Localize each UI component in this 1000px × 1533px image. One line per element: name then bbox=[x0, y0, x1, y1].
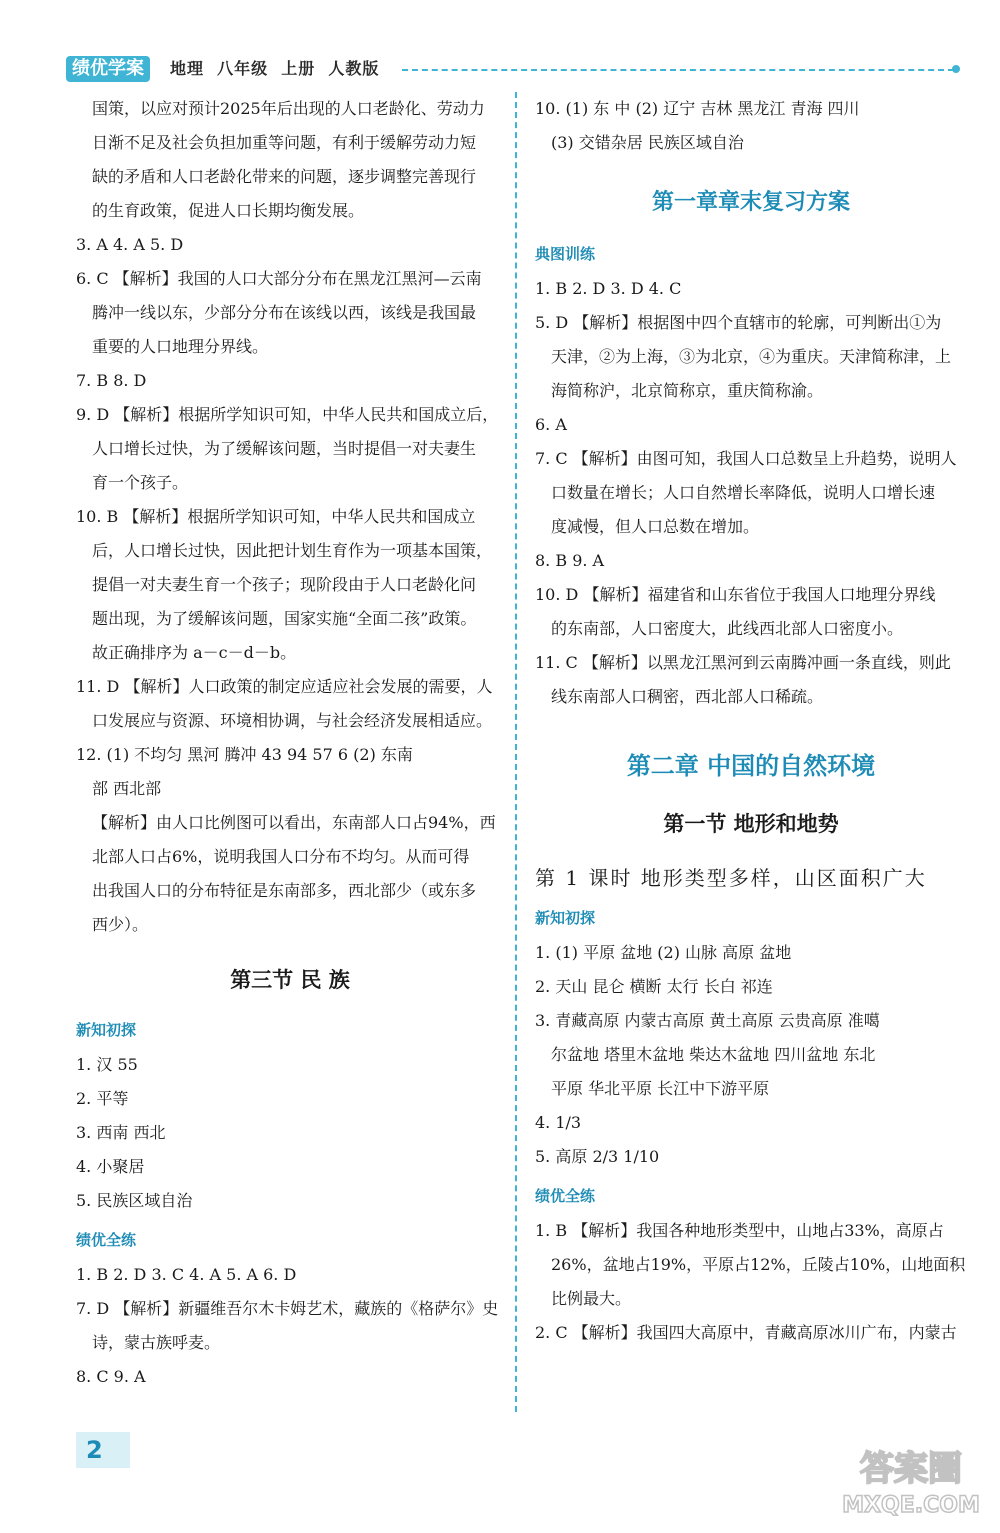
answer-line: 5. 民族区域自治 bbox=[76, 1191, 193, 1210]
answer-line: 7. D 【解析】新疆维吾尔木卡姆艺术，藏族的《格萨尔》史 bbox=[76, 1299, 499, 1318]
left-column bbox=[76, 92, 504, 1394]
answer-line: 2. 天山 昆仑 横断 太行 长白 祁连 bbox=[535, 977, 773, 996]
answer-line: 比例最大。 bbox=[551, 1289, 632, 1308]
answer-line: 后，人口增长过快，因此把计划生育作为一项基本国策， bbox=[92, 541, 493, 560]
answer-line: 5. 高原 2/3 1/10 bbox=[535, 1147, 660, 1166]
answer-line: 尔盆地 塔里木盆地 柴达木盆地 四川盆地 东北 bbox=[551, 1045, 876, 1064]
answer-line: 日渐不足及社会负担加重等问题，有利于缓解劳动力短 bbox=[92, 133, 477, 152]
answer-line: 1. B 2. D 3. C 4. A 5. A 6. D bbox=[76, 1265, 297, 1284]
answer-line: 西少）。 bbox=[92, 915, 149, 934]
answer-line: 平原 华北平原 长江中下游平原 bbox=[551, 1079, 770, 1098]
chapter-title: 第二章 中国的自然环境 bbox=[626, 751, 876, 780]
answer-line: 北部人口占6%，说明我国人口分布不均匀。从而可得 bbox=[92, 847, 470, 866]
answer-line: 9. D 【解析】根据所学知识可知，中华人民共和国成立后， bbox=[76, 405, 499, 424]
brand-logo: 绩优学案 bbox=[66, 56, 150, 82]
answer-line: 6. C 【解析】我国的人口大部分分布在黑龙江黑河—云南 bbox=[76, 269, 482, 288]
section-title: 第一节 地形和地势 bbox=[663, 811, 839, 836]
answer-line: 口发展应与资源、环境相协调，与社会经济发展相适应。 bbox=[92, 711, 493, 730]
answer-line: 4. 1/3 bbox=[535, 1113, 582, 1132]
answer-line: 【解析】由人口比例图可以看出，东南部人口占94%，西 bbox=[92, 813, 496, 832]
answer-line: 10. (1) 东 中 (2) 辽宁 吉林 黑龙江 青海 四川 bbox=[535, 99, 860, 118]
answer-line: 2. C 【解析】我国四大高原中，青藏高原冰川广布，内蒙古 bbox=[535, 1323, 957, 1342]
answer-line: 5. D 【解析】根据图中四个直辖市的轮廓，可判断出①为 bbox=[535, 313, 942, 332]
answer-line: 重要的人口地理分界线。 bbox=[92, 337, 269, 356]
answer-line: 缺的矛盾和人口老龄化带来的问题，逐步调整完善现行 bbox=[92, 167, 477, 186]
answer-line: 4. 小聚居 bbox=[76, 1157, 145, 1176]
answer-line: 人口增长过快，为了缓解该问题，当时提倡一对夫妻生 bbox=[92, 439, 477, 458]
answer-line: 6. A bbox=[535, 415, 567, 434]
answer-line: 天津，②为上海，③为北京，④为重庆。天津简称津，上 bbox=[551, 347, 952, 366]
answer-line: 8. B 9. A bbox=[535, 551, 605, 570]
answer-line: 3. 青藏高原 内蒙古高原 黄土高原 云贵高原 准噶 bbox=[535, 1011, 880, 1030]
answer-line: 12. (1) 不均匀 黑河 腾冲 43 94 57 6 (2) 东南 bbox=[76, 745, 413, 764]
answer-line: 出我国人口的分布特征是东南部多，西北部少（或东多 bbox=[92, 881, 477, 900]
subsection-tag: 绩优全练 bbox=[76, 1231, 137, 1249]
answer-line: 10. B 【解析】根据所学知识可知，中华人民共和国成立 bbox=[76, 507, 476, 526]
answer-line: 3. 西南 西北 bbox=[76, 1123, 166, 1142]
answer-line: 7. C 【解析】由图可知，我国人口总数呈上升趋势，说明人 bbox=[535, 449, 957, 468]
answer-line: 11. D 【解析】人口政策的制定应适应社会发展的需要，人 bbox=[76, 677, 493, 696]
answer-line: 1. B 2. D 3. D 4. C bbox=[535, 279, 682, 298]
watermark-url: MXQE.COM bbox=[842, 1493, 980, 1518]
column-divider bbox=[515, 92, 517, 1412]
answer-line: 提倡一对夫妻生育一个孩子；现阶段由于人口老龄化问 bbox=[92, 575, 477, 594]
header-dashed-rule bbox=[402, 69, 954, 71]
subsection-tag: 典图训练 bbox=[535, 245, 596, 263]
answer-line: 11. C 【解析】以黑龙江黑河到云南腾冲画一条直线，则此 bbox=[535, 653, 951, 672]
page-number: 2 bbox=[76, 1432, 130, 1468]
answer-line: 题出现，为了缓解该问题，国家实施“全面二孩”政策。 bbox=[92, 609, 477, 628]
answer-line: 海简称沪，北京简称京，重庆简称渝。 bbox=[551, 381, 824, 400]
subsection-tag: 绩优全练 bbox=[535, 1187, 596, 1205]
answer-line: (3) 交错杂居 民族区域自治 bbox=[551, 133, 744, 152]
page-header bbox=[66, 56, 966, 84]
answer-line: 育一个孩子。 bbox=[92, 473, 189, 492]
lesson-title: 第 1 课时 地形类型多样，山区面积广大 bbox=[535, 866, 927, 890]
answer-line: 度减慢，但人口总数在增加。 bbox=[551, 517, 760, 536]
chapter-review-title: 第一章章末复习方案 bbox=[651, 189, 850, 215]
answer-line: 1. (1) 平原 盆地 (2) 山脉 高原 盆地 bbox=[535, 943, 792, 962]
subject-info: 地理 八年级 上册 人教版 bbox=[170, 59, 380, 78]
watermark-logo bbox=[836, 1440, 986, 1520]
answer-line: 3. A 4. A 5. D bbox=[76, 235, 184, 254]
right-column bbox=[535, 92, 967, 1350]
answer-line: 的生育政策，促进人口长期均衡发展。 bbox=[92, 201, 365, 220]
answer-line: 2. 平等 bbox=[76, 1089, 129, 1108]
answer-line: 的东南部，人口密度大，此线西北部人口密度小。 bbox=[551, 619, 904, 638]
answer-line: 故正确排序为 a－c－d－b。 bbox=[92, 643, 297, 662]
answer-line: 诗，蒙古族呼麦。 bbox=[92, 1333, 221, 1352]
answer-line: 部 西北部 bbox=[92, 779, 162, 798]
answer-line: 口数量在增长；人口自然增长率降低，说明人口增长速 bbox=[551, 483, 936, 502]
watermark-text: 答案圈 bbox=[860, 1449, 962, 1489]
answer-line: 10. D 【解析】福建省和山东省位于我国人口地理分界线 bbox=[535, 585, 936, 604]
answer-line: 线东南部人口稠密，西北部人口稀疏。 bbox=[551, 687, 824, 706]
answer-line: 腾冲一线以东，少部分分布在该线以西，该线是我国最 bbox=[92, 303, 477, 322]
answer-line: 国策，以应对预计2025年后出现的人口老龄化、劳动力 bbox=[92, 99, 485, 118]
subsection-tag: 新知初探 bbox=[76, 1021, 137, 1039]
header-rule-dot bbox=[952, 65, 960, 73]
answer-line: 1. B 【解析】我国各种地形类型中，山地占33%，高原占 bbox=[535, 1221, 944, 1240]
answer-line: 1. 汉 55 bbox=[76, 1055, 138, 1074]
section-title: 第三节 民 族 bbox=[230, 967, 350, 992]
subsection-tag: 新知初探 bbox=[535, 909, 596, 927]
answer-line: 7. B 8. D bbox=[76, 371, 147, 390]
answer-line: 8. C 9. A bbox=[76, 1367, 146, 1386]
answer-line: 26%，盆地占19%，平原占12%，丘陵占10%，山地面积 bbox=[551, 1255, 966, 1274]
